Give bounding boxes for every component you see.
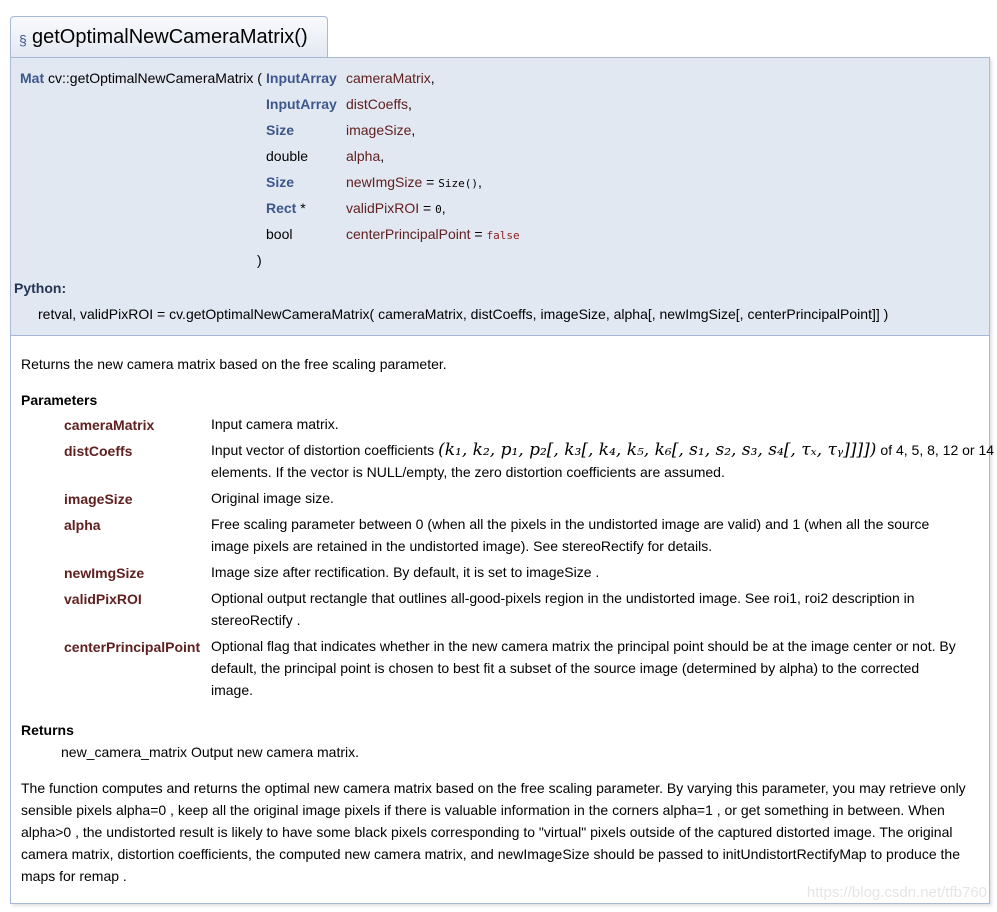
param-type: bool	[266, 226, 293, 242]
param-type[interactable]	[266, 174, 294, 190]
default-equals: =	[419, 200, 436, 216]
param-doc-name: cameraMatrix	[64, 417, 155, 433]
param-separator: ,	[411, 122, 416, 138]
param-name-text: cameraMatrix	[346, 70, 431, 86]
return-type-row	[20, 70, 262, 86]
param-doc-name: validPixROI	[64, 591, 142, 607]
param-separator: ,	[477, 174, 482, 190]
param-doc-line	[211, 439, 995, 461]
page-title: getOptimalNewCameraMatrix()	[32, 26, 308, 48]
parameters-heading: Parameters	[21, 392, 98, 408]
param-doc-line: Image size after rectification. By default, it is set to imageSize .	[211, 564, 600, 580]
param-doc-line: Original image size.	[211, 490, 334, 506]
details-line: camera matrix, distortion coefficients, the computed new camera matrix, and newImageSize should be passed to initUndistortRectifyMap to produce the	[21, 846, 960, 862]
param-doc-name: distCoeffs	[64, 443, 133, 459]
details-line: maps for remap .	[21, 868, 127, 884]
param-doc-description	[211, 487, 981, 509]
param-name-text: alpha	[346, 148, 381, 164]
param-doc-line: image pixels are retained in the undistorted image). See stereoRectify for details.	[211, 538, 713, 554]
param-separator: ,	[441, 200, 446, 216]
param-name-text: newImgSize	[346, 174, 423, 190]
param-type[interactable]	[266, 122, 294, 138]
returns-heading: Returns	[21, 722, 74, 738]
param-name	[346, 148, 384, 164]
param-doc-description	[211, 513, 981, 557]
param-type-link[interactable]: Rect	[266, 200, 297, 216]
param-type: double	[266, 148, 309, 164]
python-label: Python:	[14, 280, 67, 296]
param-name	[346, 70, 435, 86]
param-doc-text: Input vector of distortion coefficients	[211, 442, 435, 458]
param-doc-name: alpha	[64, 517, 101, 533]
param-default-value: false	[486, 229, 520, 242]
param-doc-description	[211, 439, 995, 483]
param-type[interactable]	[266, 70, 337, 86]
param-doc-name: newImgSize	[64, 565, 145, 581]
param-doc-line: Optional flag that indicates whether in the new camera matrix the principal point should be at the image center or not. By	[211, 638, 956, 654]
param-separator: ,	[380, 148, 385, 164]
param-default-value: Size()	[438, 177, 478, 190]
param-doc-line: image.	[211, 682, 254, 698]
function-name: cv::getOptimalNewCameraMatrix (	[48, 70, 262, 86]
param-type-link[interactable]: InputArray	[266, 70, 337, 86]
details-line: alpha>0 , the undistorted result is likely to have some black pixels corresponding to "virtual" pixels outside of the captured distorted image. The original	[21, 824, 953, 840]
close-paren: )	[257, 252, 262, 268]
distortion-coefficients-formula: (k₁, k₂, p₁, p₂[, k₃[, k₄, k₅, k₆[, s₁, s₂, s₃, s₄[, τₓ, τᵧ]]]])	[438, 440, 877, 460]
python-signature: retval, validPixROI = cv.getOptimalNewCameraMatrix( cameraMatrix, distCoeffs, imageSize, alpha[, newImgSize[, centerPrincipalPoint]] )	[38, 306, 889, 322]
param-type[interactable]	[266, 96, 337, 112]
param-doc-line: Free scaling parameter between 0 (when all the pixels in the undistorted image are valid) and 1 (when all the source	[211, 516, 930, 532]
param-doc-name: imageSize	[64, 491, 133, 507]
param-doc-line: Input camera matrix.	[211, 416, 339, 432]
details-paragraph	[21, 777, 981, 887]
return-type-link[interactable]: Mat	[20, 70, 45, 86]
param-doc-description	[211, 587, 981, 631]
details-line: The function computes and returns the optimal new camera matrix based on the free scaling parameter. By varying this parameter, you may retrieve only	[21, 780, 966, 796]
param-type-link[interactable]: Size	[266, 174, 295, 190]
param-doc-description	[211, 413, 981, 435]
function-documentation	[10, 336, 995, 904]
param-doc-line: Optional output rectangle that outlines all-good-pixels region in the undistorted image. See roi1, roi2 description in	[211, 590, 915, 606]
param-name-text: validPixROI	[346, 200, 420, 216]
param-type-link[interactable]: InputArray	[266, 96, 337, 112]
watermark: https://blog.csdn.net/tfb760	[806, 884, 987, 901]
param-doc-name: centerPrincipalPoint	[64, 639, 201, 655]
param-name	[346, 96, 412, 112]
param-name	[346, 200, 446, 216]
param-separator: ,	[430, 70, 435, 86]
returns-text: new_camera_matrix Output new camera matrix.	[61, 744, 359, 760]
default-equals: =	[470, 226, 487, 242]
member-title-tab	[10, 16, 328, 58]
param-separator: ,	[408, 96, 412, 112]
param-name-text: imageSize	[346, 122, 412, 138]
param-type[interactable]	[266, 200, 306, 216]
details-line: sensible pixels alpha=0 , keep all the original image pixels if there is valuable information in the corners alpha=1 , or get something in between. When	[21, 802, 945, 818]
function-prototype	[10, 57, 990, 336]
brief-description: Returns the new camera matrix based on the free scaling parameter.	[21, 356, 447, 372]
param-doc-description	[211, 561, 981, 583]
param-name-text: centerPrincipalPoint	[346, 226, 471, 242]
param-name	[346, 174, 482, 190]
param-name	[346, 226, 520, 242]
param-doc-line: elements. If the vector is NULL/empty, the zero distortion coefficients are assumed.	[211, 464, 725, 480]
param-default-value: 0	[435, 203, 442, 216]
param-type-link[interactable]: Size	[266, 122, 295, 138]
param-name-text: distCoeffs	[346, 96, 408, 112]
permalink-section-link[interactable]: §	[19, 32, 27, 48]
param-doc-text: of 4, 5, 8, 12 or 14	[880, 442, 995, 458]
default-equals: =	[422, 174, 439, 190]
param-name	[346, 122, 415, 138]
param-doc-line: stereoRectify .	[211, 612, 301, 628]
param-doc-line: default, the principal point is chosen to best fit a subset of the source image (determined by alpha) to the corrected	[211, 660, 920, 676]
pointer-suffix: *	[296, 200, 306, 216]
param-doc-description	[211, 635, 981, 701]
